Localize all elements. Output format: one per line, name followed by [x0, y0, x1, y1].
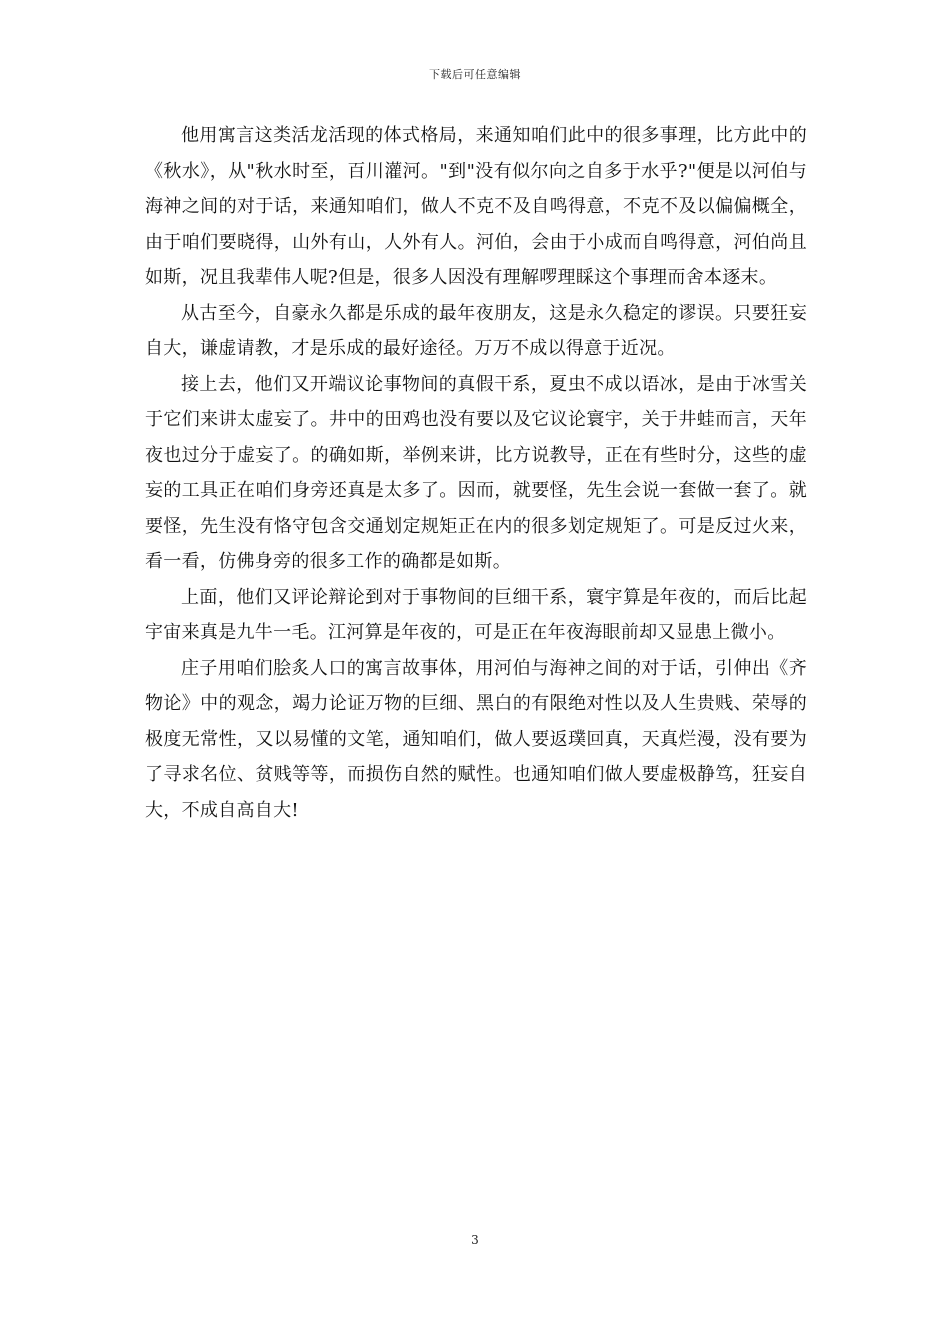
page-header: 下载后可任意编辑 — [429, 68, 521, 81]
body-text — [145, 118, 807, 828]
paragraph: 上面，他们又评论辩论到对于事物间的巨细干系，寰宇算是年夜的，而后比起宇宙来真是九牛一毛。江河算是年夜的，可是正在年夜海眼前却又显患上微小。 — [145, 586, 807, 643]
paragraph: 从古至今，自豪永久都是乐成的最年夜朋友，这是永久稳定的谬误。只要狂妄自大，谦虚请教，才是乐成的最好途径。万万不成以得意于近况。 — [145, 302, 807, 359]
paragraph: 他用寓言这类活龙活现的体式格局，来通知咱们此中的很多事理，比方此中的《秋水》，从"秋水时至，百川灌河。"到"没有似尔向之自多于水乎?"便是以河伯与海神之间的对于话，来通知咱们，做人不克不及自鸣得意，不克不及以偏偏概全，由于咱们要晓得，山外有山，人外有人。河伯，会由于小成而自鸣得意，河伯尚且如斯，况且我辈伟人呢?但是，很多人因没有理解啰理睬这个事理而舍本逐末。 — [145, 125, 807, 288]
paragraph: 庄子用咱们脍炙人口的寓言故事体，用河伯与海神之间的对于话，引伸出《齐物论》中的观念，竭力论证万物的巨细、黑白的有限绝对性以及人生贵贱、荣辱的极度无常性，又以易懂的文笔，通知咱们，做人要返璞回真，天真烂漫，没有要为了寻求名位、贫贱等等，而损伤自然的赋性。也通知咱们做人要虚极静笃，狂妄自大，不成自高自大! — [145, 657, 807, 821]
paragraph: 接上去，他们又开端议论事物间的真假干系，夏虫不成以语冰，是由于冰雪关于它们来讲太虚妄了。井中的田鸡也没有要以及它议论寰宇，关于井蛙而言，天年夜也过分于虚妄了。的确如斯，举例来讲，比方说教导，正在有些时分，这些的虚妄的工具正在咱们身旁还真是太多了。因而，就要怪，先生会说一套做一套了。就要怪，先生没有恪守包含交通划定规矩正在内的很多划定规矩了。可是反过火来，看一看，仿佛身旁的很多工作的确都是如斯。 — [145, 373, 807, 572]
page-number: 3 — [471, 1233, 479, 1247]
